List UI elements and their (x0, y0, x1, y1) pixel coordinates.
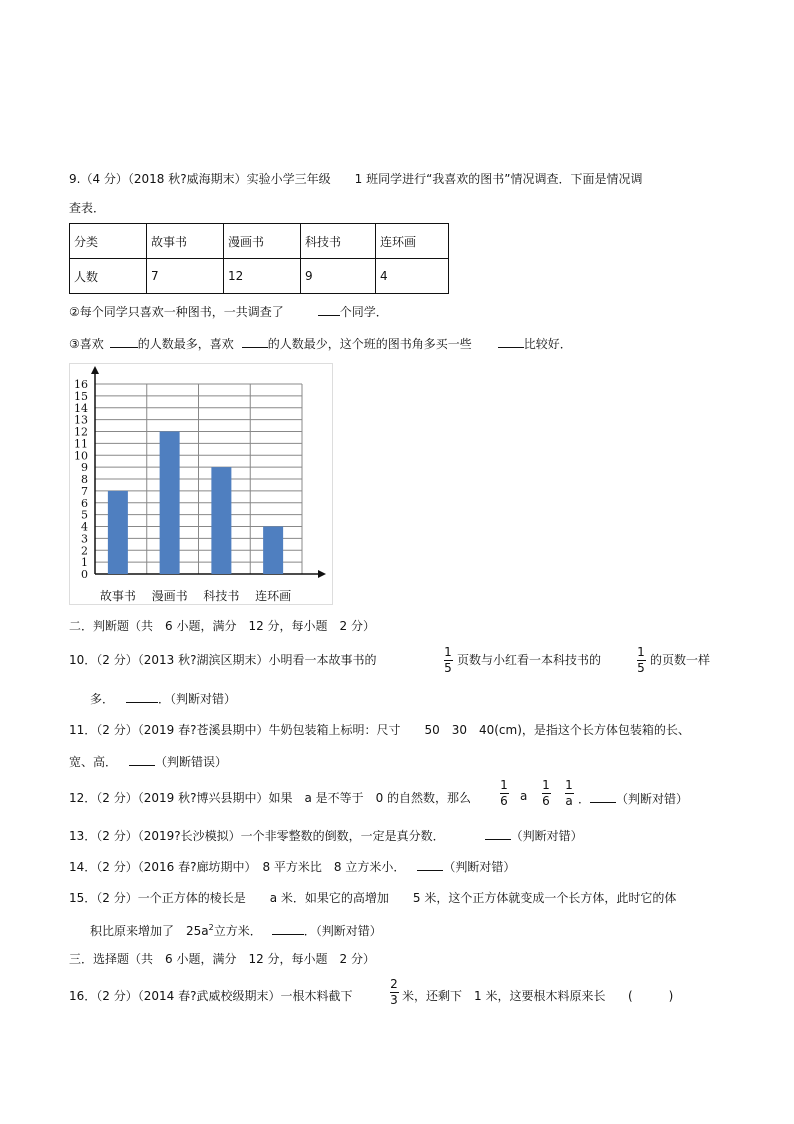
fraction-denominator: 6 (500, 794, 508, 808)
answer-blank[interactable] (242, 334, 268, 348)
q16-answer-paren[interactable]: ( ) (628, 989, 674, 1003)
answer-blank[interactable] (590, 789, 616, 803)
fraction-denominator: 5 (444, 661, 452, 675)
x-category-label: 漫画书 (151, 589, 188, 603)
q10-text-b: 页数与小红看一本科技书的 (457, 653, 602, 667)
fraction (388, 978, 400, 1007)
q15-superscript: 2 (208, 923, 214, 932)
x-category-label: 连环画 (255, 589, 292, 603)
bar-chart (70, 364, 332, 604)
q13-judge: （判断对错） (510, 829, 583, 843)
answer-blank[interactable] (129, 752, 155, 766)
fraction-numerator: 1 (500, 778, 508, 792)
fraction-numerator: 1 (444, 645, 452, 659)
table-row (70, 259, 449, 294)
q9-sub2 (69, 302, 388, 320)
bar (108, 491, 128, 574)
answer-blank[interactable] (318, 302, 340, 316)
q16-text-b: 米，还剩下 1 米，这要根木料原来长 (402, 989, 606, 1003)
fraction-numerator: 2 (390, 977, 398, 991)
table-cell: 7 (147, 259, 224, 294)
table-cell: 连环画 (376, 224, 449, 259)
q9-line1: 9.（4 分）（2018 秋?威海期末）实验小学三年级 1 班同学进行“我喜欢的图书”情况调查．下面是情况调 (69, 172, 643, 186)
q10-text-c: 的页数一样 (650, 653, 711, 667)
x-category-label: 科技书 (203, 589, 240, 603)
fraction-denominator: 5 (637, 661, 645, 675)
y-tick-label: 9 (81, 461, 88, 475)
bar (160, 432, 180, 575)
fraction (540, 779, 552, 808)
q12-text-a: 12．（2 分）（2019 秋?博兴县期中）如果 a 是不等于 0 的自然数，那么 (69, 791, 472, 805)
q10-line2 (90, 689, 236, 707)
fraction (563, 779, 575, 808)
fraction-denominator: a (565, 794, 573, 808)
q14-line (69, 857, 515, 875)
table-cell: 故事书 (147, 224, 224, 259)
answer-blank[interactable] (272, 921, 304, 935)
q15-text: 15．（2 分）一个正方体的棱长是 a 米．如果它的高增加 5 米，这个正方体就变成一个长方体，此时它的体 (69, 891, 677, 905)
q9-sub2-tail: 个同学． (339, 305, 388, 319)
table-row (70, 224, 449, 259)
fraction-numerator: 1 (565, 778, 573, 792)
answer-blank[interactable] (498, 334, 524, 348)
y-tick-label: 5 (81, 508, 88, 522)
y-tick-label: 13 (74, 413, 88, 427)
q13-line (69, 826, 583, 844)
q15-line2-text: 积比原来增加了 25a (90, 924, 209, 938)
answer-blank[interactable] (485, 826, 511, 840)
y-tick-label: 12 (74, 425, 88, 439)
q11-line2-tail: （判断错误） (155, 755, 228, 769)
q11-line2-text: 宽、高． (69, 755, 118, 769)
q10-text-a: 10．（2 分）（2013 秋?湖滨区期末）小明看一本故事书的 (69, 653, 377, 667)
table-cell: 漫画书 (224, 224, 301, 259)
q11-text: 11．（2 分）（2019 春?苍溪县期中）牛奶包装箱上标明：尺寸 50 30 40(cm)，是指这个长方体包装箱的长、 (69, 723, 690, 737)
table-cell: 人数 (70, 259, 147, 294)
q9-sub3-text: ③喜欢 (69, 337, 104, 351)
y-tick-label: 2 (81, 544, 88, 558)
y-tick-label: 14 (74, 401, 88, 415)
fraction (498, 779, 510, 808)
answer-blank[interactable] (110, 334, 138, 348)
q10-line2-text: 多． (90, 692, 115, 706)
y-tick-label: 15 (74, 389, 88, 403)
bar (263, 527, 283, 575)
q14-text: 14．（2 分）（2016 春?廊坊期中） 8 平方米比 8 立方米小． (69, 860, 406, 874)
q9-line2: 查表． (69, 201, 106, 215)
table-cell: 科技书 (301, 224, 376, 259)
survey-table (69, 223, 449, 294)
table-cell: 4 (376, 259, 449, 294)
y-tick-label: 10 (74, 449, 88, 463)
q9-sub3-text: 比较好． (523, 337, 572, 351)
q9-sub3-text: 的人数最多，喜欢 (137, 337, 234, 351)
bar-chart-frame (69, 363, 333, 605)
q11-line2 (69, 752, 227, 770)
fraction-denominator: 6 (542, 794, 550, 808)
q15-line2-unit: 立方米． (213, 924, 262, 938)
fraction-numerator: 1 (637, 645, 645, 659)
q12-tail (578, 789, 688, 807)
y-tick-label: 7 (81, 484, 88, 498)
q12-judge: （判断对错） (616, 792, 689, 806)
fraction-denominator: 3 (390, 993, 398, 1007)
y-tick-label: 1 (81, 556, 88, 570)
x-category-label: 故事书 (99, 589, 136, 603)
answer-blank[interactable] (126, 689, 158, 703)
q12-period: ． (578, 792, 591, 806)
q9-sub3-text: 的人数最少，这个班的图书角多买一些 (267, 337, 472, 351)
y-tick-label: 11 (74, 437, 88, 451)
y-axis-arrow (91, 366, 99, 374)
fraction (635, 646, 647, 675)
fraction-numerator: 1 (542, 778, 550, 792)
table-cell: 9 (301, 259, 376, 294)
fraction (442, 646, 454, 675)
y-tick-label: 8 (81, 473, 88, 486)
y-tick-label: 0 (81, 568, 88, 581)
q16-text-a: 16．（2 分）（2014 春?武威校级期末）一根木料截下 (69, 989, 353, 1003)
answer-blank[interactable] (417, 857, 443, 871)
section-2-title: 二．判断题（共 6 小题，满分 12 分，每小题 2 分） (69, 619, 375, 633)
q15-judge: ．（判断对错） (303, 924, 382, 938)
section-3-title: 三．选择题（共 6 小题，满分 12 分，每小题 2 分） (69, 952, 375, 966)
bar (211, 467, 231, 574)
q10-line2-tail: ．（判断对错） (158, 692, 237, 706)
q9-sub3 (69, 334, 572, 352)
q9-sub2-text: ②每个同学只喜欢一种图书，一共调查了 (69, 305, 284, 319)
q12-op: a (520, 789, 528, 803)
y-tick-label: 6 (81, 496, 88, 510)
y-tick-label: 4 (81, 520, 88, 534)
y-tick-label: 3 (81, 532, 88, 546)
y-tick-label: 16 (74, 378, 88, 391)
q13-text: 13．（2 分）（2019?长沙模拟）一个非零整数的倒数，一定是真分数． (69, 829, 445, 843)
table-cell: 分类 (70, 224, 147, 259)
q15-line2 (90, 921, 382, 939)
x-axis-arrow (318, 570, 326, 578)
q14-judge: （判断对错） (443, 860, 516, 874)
table-cell: 12 (224, 259, 301, 294)
